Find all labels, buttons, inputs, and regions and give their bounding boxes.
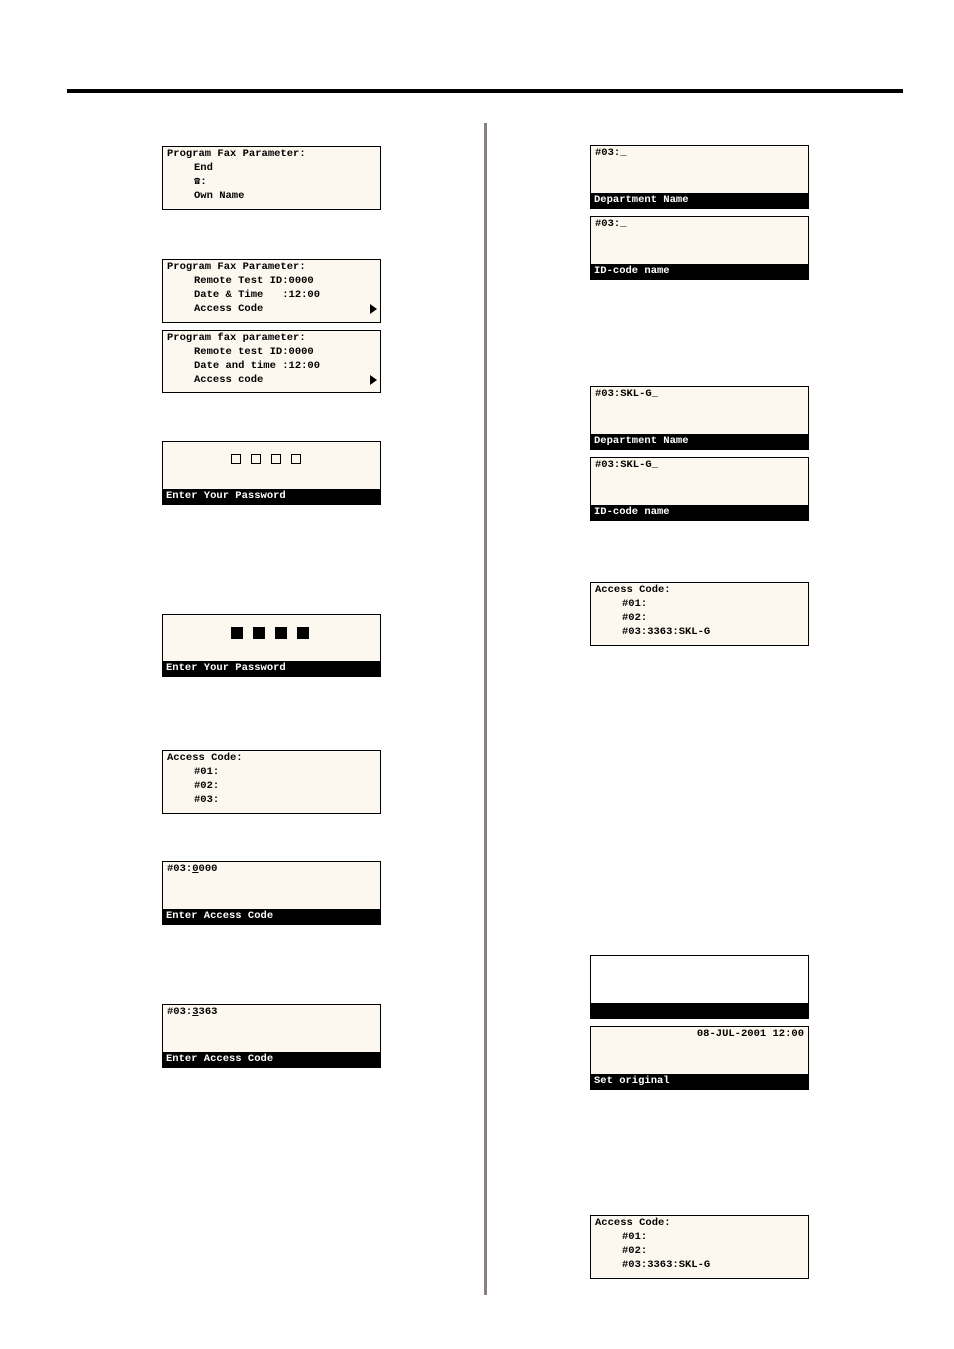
top-rule [67, 89, 903, 93]
status-bar: Enter Access Code [163, 1052, 380, 1067]
menu-item-own-name: Own Name [194, 190, 245, 202]
lcd-program-fax-parameter-3 [162, 330, 381, 393]
name-input: #03:_ [595, 147, 627, 159]
lcd-id-code-name-2 [590, 457, 809, 521]
menu-item-access-code: Access Code [194, 303, 264, 315]
lcd-title: Program Fax Parameter: [167, 261, 306, 273]
status-bar: Department Name [591, 193, 808, 208]
name-input: #03:SKL-G_ [595, 459, 659, 471]
access-code-entry-02: #02: [622, 612, 648, 624]
filled-box-icon [253, 627, 265, 639]
lcd-title: Access Code: [595, 584, 671, 596]
menu-item-remote-test-id: Remote test ID:0000 [194, 346, 314, 358]
access-code-input: #03:0000 [167, 863, 218, 875]
lcd-password-filled [162, 614, 381, 677]
lcd-access-code-list-3 [590, 1215, 809, 1279]
empty-box-icon [231, 454, 241, 464]
menu-item-access-code: Access code [194, 374, 264, 386]
right-arrow-icon [370, 304, 377, 314]
menu-item-remote-test-id: Remote Test ID:0000 [194, 275, 314, 287]
lcd-standby-screen [590, 1026, 809, 1090]
status-bar: Set original [591, 1074, 808, 1089]
lcd-access-code-list-2 [590, 582, 809, 646]
lcd-title: Program fax parameter: [167, 332, 306, 344]
filled-box-icon [297, 627, 309, 639]
cursor-digit: 0 [192, 863, 199, 875]
name-input: #03:SKL-G_ [595, 388, 659, 400]
access-code-entry-02: #02: [194, 780, 220, 792]
empty-box-icon [251, 454, 261, 464]
status-bar: ID-code name [591, 505, 808, 520]
status-bar: Enter Access Code [163, 909, 380, 924]
lcd-password-empty [162, 441, 381, 505]
access-code-entry-01: #01: [622, 1231, 648, 1243]
access-code-entry-03: #03: [194, 794, 220, 806]
password-boxes-empty [231, 454, 301, 464]
status-bar: Enter Your Password [163, 661, 380, 676]
right-arrow-icon [370, 375, 377, 385]
lcd-blank-screen [590, 955, 809, 1019]
lcd-id-code-name-1 [590, 216, 809, 280]
status-bar: ID-code name [591, 264, 808, 279]
filled-box-icon [275, 627, 287, 639]
menu-item-date-time: Date and time :12:00 [194, 360, 321, 372]
lcd-program-fax-parameter-1 [162, 146, 381, 210]
status-bar: Department Name [591, 434, 808, 449]
lcd-title: Access Code: [167, 752, 243, 764]
lcd-department-name-1 [590, 145, 809, 209]
lcd-enter-access-code-2 [162, 1004, 381, 1068]
filled-box-icon [231, 627, 243, 639]
menu-item-end: End [194, 162, 213, 174]
empty-box-icon [291, 454, 301, 464]
cursor-digit: 3 [192, 1006, 199, 1018]
lcd-enter-access-code-1 [162, 861, 381, 925]
name-input: #03:_ [595, 218, 627, 230]
access-code-entry-02: #02: [622, 1245, 648, 1257]
access-code-entry-01: #01: [622, 598, 648, 610]
access-code-entry-03: #03:3363:SKL-G [622, 626, 711, 638]
lcd-department-name-2 [590, 386, 809, 450]
status-bar: Enter Your Password [163, 489, 380, 504]
menu-item-fax-number: ☎: [194, 176, 207, 188]
column-divider [484, 123, 487, 1295]
lcd-title: Program Fax Parameter: [167, 148, 306, 160]
menu-item-date-time: Date & Time :12:00 [194, 289, 321, 301]
empty-box-icon [271, 454, 281, 464]
date-time-readout: 08-JUL-2001 12:00 [696, 1028, 804, 1040]
access-code-input: #03:3363 [167, 1006, 218, 1018]
status-bar [591, 1003, 808, 1018]
access-code-entry-01: #01: [194, 766, 220, 778]
lcd-access-code-list [162, 750, 381, 814]
access-code-entry-03: #03:3363:SKL-G [622, 1259, 711, 1271]
password-boxes-filled [231, 627, 309, 639]
lcd-program-fax-parameter-2 [162, 259, 381, 323]
lcd-title: Access Code: [595, 1217, 671, 1229]
